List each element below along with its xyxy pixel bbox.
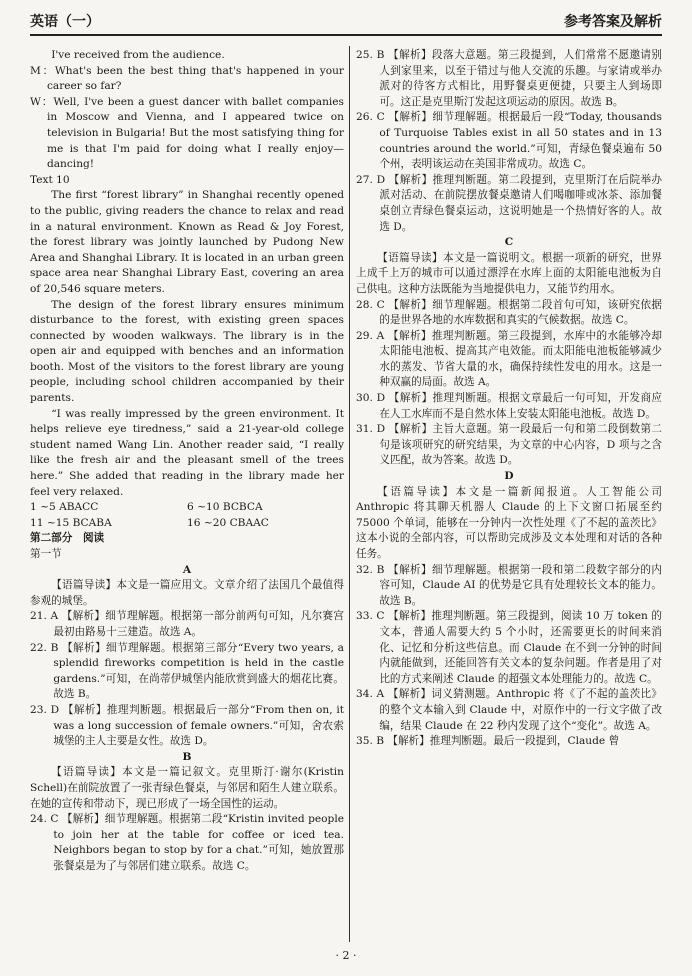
passage-intro: 【语篇导读】本文是一篇说明文。根据一项新的研究，世界上成千上万的城市可以通过漂浮在水库上面的太阳能电池板为自己供电。这种方法既能为当地提供电力，又能节约用水。 (356, 251, 662, 295)
transcript-line: M：What's been the best thing that's happened in your career so far? (30, 64, 344, 93)
passage-intro: 【语篇导读】本文是一篇新闻报道。人工智能公司 Anthropic 将其聊天机器人 Claude 的上下文窗口拓展至约 75000 个单词，能够在一分钟内一次性处理《了不起的盖茨比》这本小说的全部内容，可以帮助完成涉及文本处理和对话的各种任务。 (356, 485, 662, 560)
left-column (30, 48, 344, 874)
passage-letter: D (504, 470, 514, 483)
answer-key: 11 ~15 BCABA (30, 516, 112, 529)
transcript-paragraph: The first “forest library” in Shanghai recently opened to the public, giving readers the chance to relax and read in a natural environment. Known as Read & Joy Forest, the forest library was jointly launched by Pudong New Area and Shanghai Library. It is located in an urban green space area near Shanghai Library East, covering an area of 20,546 square meters. (30, 189, 344, 295)
subsection-heading: 第一节 (30, 548, 62, 560)
right-column (356, 48, 662, 750)
answer-explanation: 22. B 【解析】细节理解题。根据第三部分“Every two years, a splendid fireworks competition is held in the castle gardens.”可知，在尚蒂伊城堡内能欣赏到盛大的烟花比赛。故选 B。 (30, 641, 344, 701)
transcript-paragraph: “I was really impressed by the green environment. It helps relieve eye tiredness,” said a 21-year-old college student named Wang Lin. Another reader said, “I really like the fresh air and the pleasant smell of the trees here.” She added that reading in the library made her feel very relaxed. (30, 407, 344, 498)
answer-explanation: 21. A 【解析】细节理解题。根据第一部分前两句可知，凡尔赛宫最初由路易十三建造。故选 A。 (30, 610, 344, 638)
answer-key-row (30, 516, 344, 532)
answer-key: 6 ~10 BCBCA (187, 501, 263, 514)
answer-explanation: 35. B 【解析】推理判断题。最后一段提到，Claude 曾 (356, 735, 620, 748)
answer-explanation: 26. C 【解析】细节理解题。根据最后一段“Today, thousands of Turquoise Tables exist in all 50 states and in 13 countries around the world.”可知，青绿色餐桌遍布 50 个州，表明该运动在美国非常成功。故选 C。 (356, 111, 662, 171)
answer-explanation: 29. A 【解析】推理判断题。第三段提到，水库中的水能够冷却太阳能电池板、提高其产电效能。而太阳能电池板能够减少水的蒸发、节省大量的水，确保持续性发电的用水。这是一种双赢的局面。故选 A。 (356, 329, 662, 389)
answer-explanation: 32. B 【解析】细节理解题。根据第一段和第二段数字部分的内容可知，Claude AI 的优势是它具有处理较长文本的能力。故选 B。 (356, 563, 662, 607)
answer-explanation: 30. D 【解析】推理判断题。根据文章最后一句可知，开发商应在人工水库而不是自然水体上安装太阳能电池板。故选 D。 (356, 392, 662, 420)
answer-key: 1 ~5 ABACC (30, 501, 99, 514)
page-number: · 2 · (335, 949, 357, 962)
answer-explanation: 24. C 【解析】细节理解题。根据第二段“Kristin invited people to join her at the table for coffee or iced tea. Neighbors began to stop by for a chat.”可知，她放置那张餐桌是为了与邻居们建立联系。故选 C。 (30, 813, 344, 872)
header-title: 英语（一） (30, 14, 100, 30)
answer-key: 16 ~20 CBAAC (187, 516, 269, 529)
passage-intro: 【语篇导读】本文是一篇应用文。文章介绍了法国几个最值得参观的城堡。 (30, 579, 344, 607)
text-heading: Text 10 (30, 173, 70, 186)
transcript-line: W：Well, I've been a guest dancer with ballet companies in Moscow and Vienna, and I appeared twice on television in Bulgaria! But the most satisfying thing for me is that I'm paid for doing what I really enjoy—dancing! (30, 95, 344, 171)
answer-explanation: 28. C 【解析】细节理解题。根据第二段首句可知，该研究依据的是世界各地的水库数据和真实的气候数据。故选 C。 (356, 298, 662, 327)
answer-explanation: 31. D 【解析】主旨大意题。第一段最后一句和第二段倒数第二句是该项研究的研究结果，为文章的中心内容，D 项与之含义匹配，故为答案。故选 D。 (356, 423, 662, 467)
column-divider (349, 46, 350, 942)
passage-letter: C (504, 236, 514, 249)
passage-letter: A (182, 563, 192, 576)
passage-intro: 【语篇导读】本文是一篇记叙文。克里斯汀·谢尔(Kristin Schell)在前院放置了一张青绿色餐桌，与邻居和陌生人建立联系。在她的宣传和带动下，现已形成了一场全国性的运动。 (30, 766, 344, 810)
answer-explanation: 34. A 【解析】词义猜测题。Anthropic 将《了不起的盖茨比》的整个文本输入到 Claude 中，对原作中的一行文字做了改编，结果 Claude 在 22 秒内发现了这个“变化”。故选 A。 (356, 688, 662, 732)
transcript-line: I've received from the audience. (51, 49, 225, 61)
answer-explanation: 23. D 【解析】推理判断题。根据最后一部分“From then on, it was a long succession of female owners.”可知，舍农索城堡的主人主要是女性。故选 D。 (30, 703, 344, 748)
section-heading: 第二部分 阅读 (30, 532, 105, 545)
passage-letter: B (182, 750, 192, 763)
header-subtitle: 参考答案及解析 (564, 14, 662, 30)
transcript-paragraph: The design of the forest library ensures minimum disturbance to the forest, with existing green spaces connected by wooden walkways. The library is in the open air and equipped with benches and an information booth. Most of the visitors to the forest library are young people, including school children accompanied by their parents. (30, 298, 344, 405)
answer-explanation: 25. B 【解析】段落大意题。第三段提到，人们常常不愿邀请别人到家里来，以至于错过与他人交流的乐趣。与家请或举办派对的待客方式相比，用野餐桌更便捷，只要主人到场即可。这正是克里斯汀发起这项运动的原因。故选 B。 (356, 49, 662, 108)
answer-explanation: 33. C 【解析】推理判断题。第三段提到，阅读 10 万 token 的文本，普通人需要大约 5 个小时，还需要更长的时间来消化、记忆和分析这些信息。而 Claude 在不到一分钟的时间内就能做到，还能回答有关文本的复杂问题。作者是用了对比的方式来阐述 Claude 的超强文本处理能力的。故选 C。 (356, 610, 662, 685)
answer-explanation: 27. D 【解析】推理判断题。第二段提到，克里斯汀在后院举办派对活动、在前院摆放餐桌邀请人们喝咖啡或冰茶、添加餐桌创立青绿色餐桌运动，这说明她是一个热情好客的人。故选 D。 (356, 173, 662, 233)
page-header (30, 10, 662, 36)
answer-key-row (30, 500, 344, 516)
